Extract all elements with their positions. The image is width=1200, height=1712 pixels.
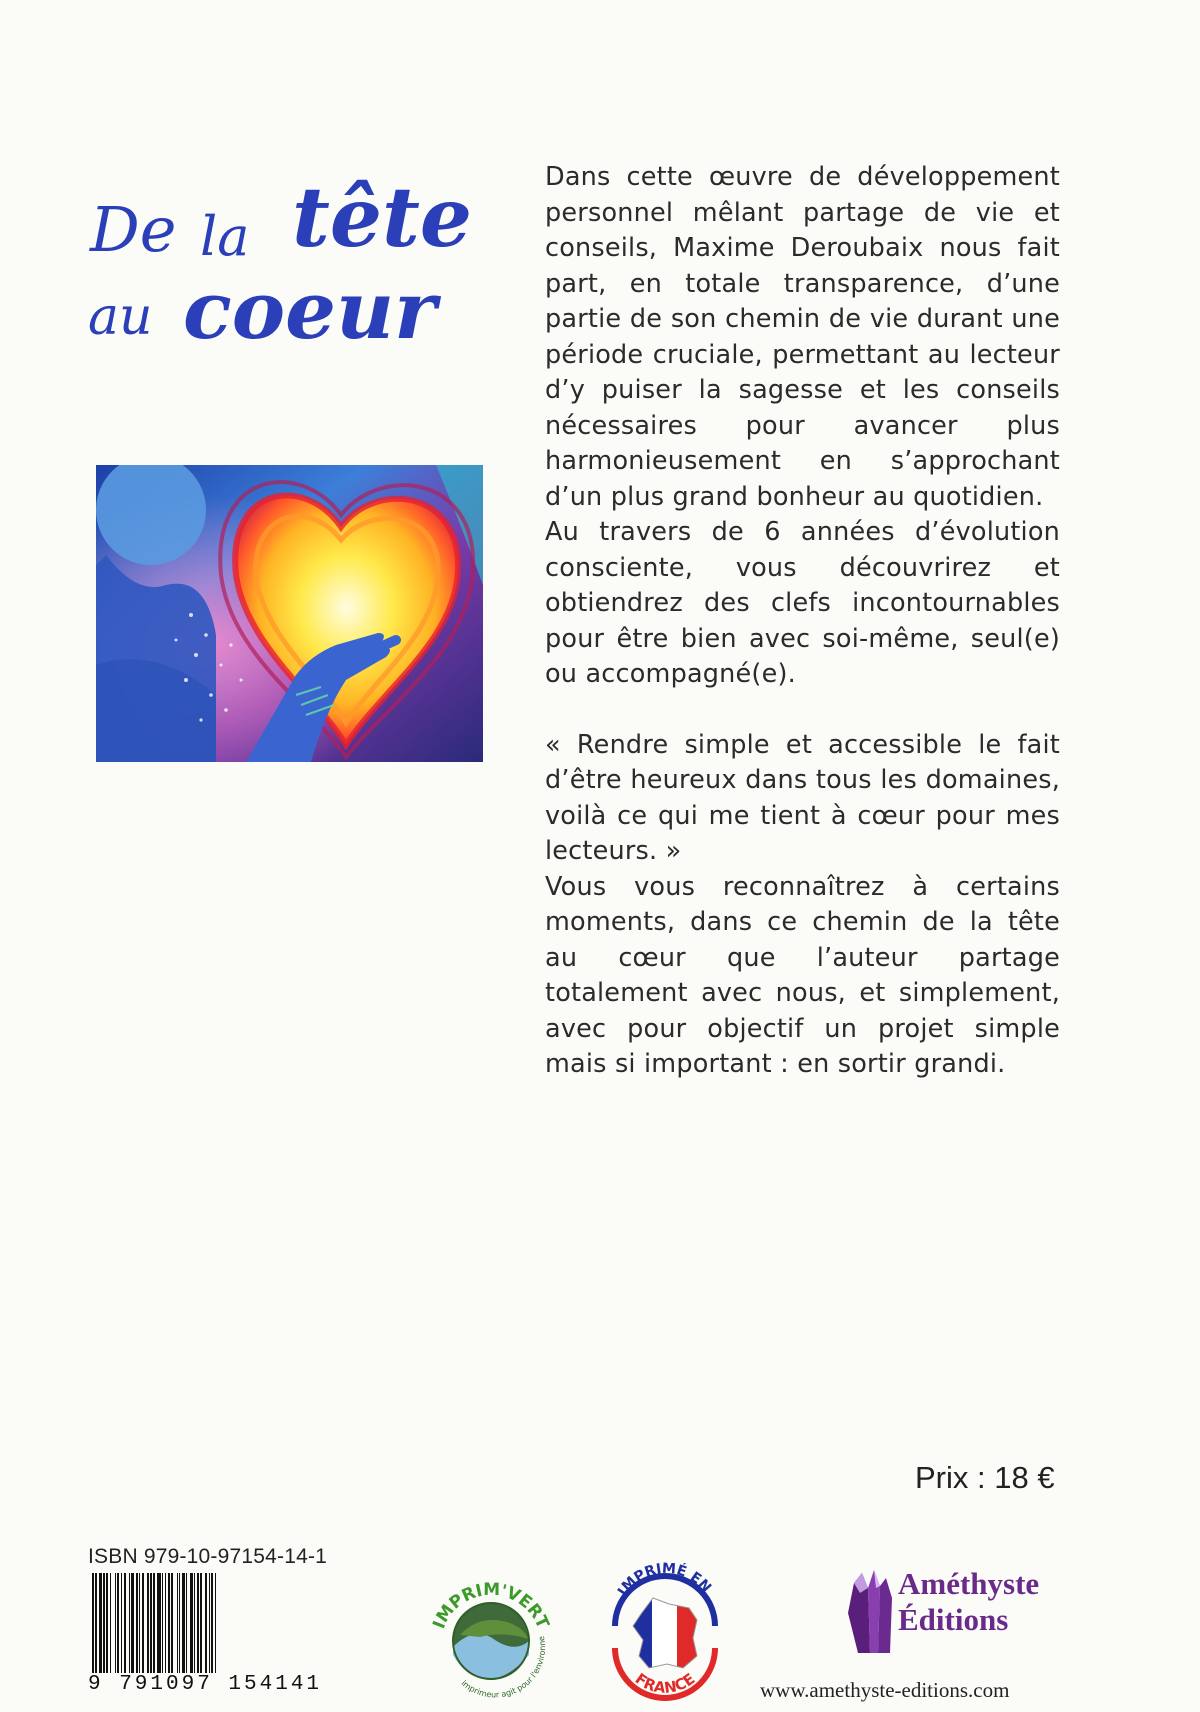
- publisher-name-line2: Éditions: [898, 1602, 1009, 1637]
- imprime-en-france-logo: [597, 1560, 732, 1708]
- book-title: [80, 165, 500, 365]
- title-word-tete: tête: [292, 170, 473, 266]
- description-paragraph-1: Dans cette œuvre de développement personnel mêlant partage de vie et conseils, Maxime Deroubaix nous fait part, en totale transparence, d’une partie de son chemin de vie durant une période cruciale, permettant au lecteur d’y puiser la sagesse et les conseils nécessaires pour avancer plus harmonieusement en s’approchant d’un plus grand bonheur au quotidien.: [545, 162, 1060, 512]
- publisher-name: [898, 1566, 1039, 1638]
- barcode-number: 9 791097 154141: [88, 1673, 323, 1696]
- france-text: FRANCE: [631, 1669, 699, 1697]
- author-quote: « Rendre simple et accessible le fait d’être heureux dans tous les domaines, voilà ce qui me tient à cœur pour mes lecteurs. »: [545, 729, 1060, 866]
- description-paragraph-2: Au travers de 6 années d’évolution consciente, vous découvrirez et obtiendrez des clefs incontournables pour être bien avec soi-même, seul(e) ou accompagné(e).: [545, 517, 1060, 689]
- title-word-au: au: [88, 287, 153, 347]
- barcode: [88, 1573, 330, 1701]
- description-paragraph-3: Vous vous reconnaîtrez à certains moments, dans ce chemin de la tête au cœur que l’auteur partage totalement avec nous, et simplement, avec pour objectif un projet simple mais si important : en sortir grandi.: [545, 871, 1060, 1079]
- publisher-name-line1: Améthyste: [898, 1566, 1040, 1601]
- title-word-de: De: [90, 193, 177, 266]
- price-label: Prix : 18 €: [915, 1460, 1055, 1495]
- imprime-en-text: IMPRIMÉ EN: [614, 1560, 715, 1599]
- isbn-label: ISBN 979-10-97154-14-1: [88, 1545, 328, 1568]
- imprim-vert-tagline: imprimeur agit pour l'environne: [459, 1635, 548, 1700]
- publisher-logo: [840, 1548, 1080, 1668]
- amethyst-crystal-icon: [840, 1558, 900, 1658]
- barcode-bars: [92, 1573, 326, 1673]
- publisher-website: www.amethyste-editions.com: [760, 1678, 1010, 1702]
- title-word-la: la: [200, 205, 250, 268]
- paragraph-spacer: [545, 693, 1060, 728]
- barcode-bar: [216, 1573, 218, 1673]
- title-word-coeur: coeur: [183, 263, 437, 357]
- heart-painting: [96, 465, 483, 762]
- imprim-vert-text: IMPRIM'VERT: [429, 1579, 553, 1632]
- imprim-vert-logo: [420, 1565, 562, 1707]
- book-description: [545, 160, 1060, 1083]
